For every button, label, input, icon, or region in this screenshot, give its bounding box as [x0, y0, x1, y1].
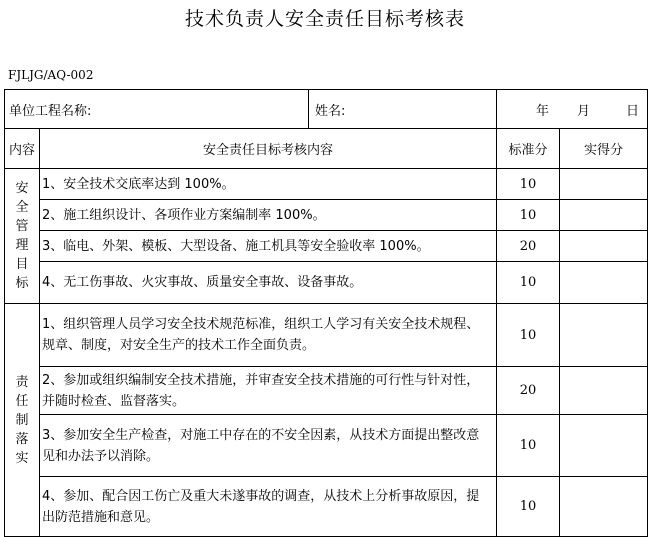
standard-score: 10 — [497, 262, 560, 304]
category-cell-safety-target: 安 全 管 理 目 标 — [5, 169, 40, 304]
item-text: 3、参加安全生产检查，对施工中存在的不安全因素，从技术方面提出整改意见和办法予以消除。 — [40, 415, 497, 477]
column-header-standard: 标准分 — [497, 129, 560, 169]
table-row — [5, 231, 648, 262]
item-text: 2、施工组织设计、各项作业方案编制率 100%。 — [40, 200, 497, 231]
table-row — [5, 169, 648, 200]
actual-score-input[interactable] — [560, 200, 648, 231]
item-text: 1、组织管理人员学习安全技术规范标准，组织工人学习有关安全技术规程、规章、制度，对安全生产的技术工作全面负责。 — [40, 304, 497, 367]
standard-score: 10 — [497, 304, 560, 367]
standard-score: 20 — [497, 231, 560, 262]
actual-score-input[interactable] — [560, 415, 648, 477]
standard-score: 10 — [497, 200, 560, 231]
table-row — [5, 200, 648, 231]
actual-score-input[interactable] — [560, 262, 648, 304]
actual-score-input[interactable] — [560, 169, 648, 200]
table-row — [5, 367, 648, 415]
name-cell[interactable] — [309, 90, 497, 129]
name-label: 姓名: — [315, 103, 346, 119]
day-label: 日 — [626, 103, 640, 119]
column-header-actual: 实得分 — [560, 129, 648, 169]
page-title: 技术负责人安全责任目标考核表 — [184, 8, 465, 30]
column-header-row — [5, 129, 648, 169]
standard-score: 20 — [497, 367, 560, 415]
form-code: FJLJG/AQ-002 — [8, 68, 94, 82]
item-text: 3、临电、外架、模板、大型设备、施工机具等安全验收率 100%。 — [40, 231, 497, 262]
category-cell-responsibility: 责 任 制 落 实 — [5, 304, 40, 537]
item-text: 4、参加、配合因工伤亡及重大未遂事故的调查，从技术上分析事故原因，提出防范措施和意见。 — [40, 477, 497, 537]
month-label: 月 — [577, 103, 591, 119]
year-label: 年 — [535, 103, 549, 119]
standard-score: 10 — [497, 415, 560, 477]
actual-score-input[interactable] — [560, 477, 648, 537]
standard-score: 10 — [497, 477, 560, 537]
actual-score-input[interactable] — [560, 304, 648, 367]
item-text: 1、安全技术交底率达到 100%。 — [40, 169, 497, 200]
item-text: 2、参加或组织编制安全技术措施，并审查安全技术措施的可行性与针对性，并随时检查、监督落实。 — [40, 367, 497, 415]
actual-score-input[interactable] — [560, 367, 648, 415]
actual-score-input[interactable] — [560, 231, 648, 262]
table-row — [5, 415, 648, 477]
standard-score: 10 — [497, 169, 560, 200]
item-text: 4、无工伤事故、火灾事故、质量安全事故、设备事故。 — [40, 262, 497, 304]
table-row — [5, 262, 648, 304]
unit-name-cell[interactable] — [5, 90, 309, 129]
column-header-content: 安全责任目标考核内容 — [40, 129, 497, 169]
assessment-table — [4, 89, 648, 537]
table-row — [5, 304, 648, 367]
table-row — [5, 477, 648, 537]
column-header-category: 内容 — [5, 129, 40, 169]
unit-name-label: 单位工程名称: — [9, 103, 92, 119]
header-row — [5, 90, 648, 129]
date-cell[interactable] — [497, 90, 648, 129]
